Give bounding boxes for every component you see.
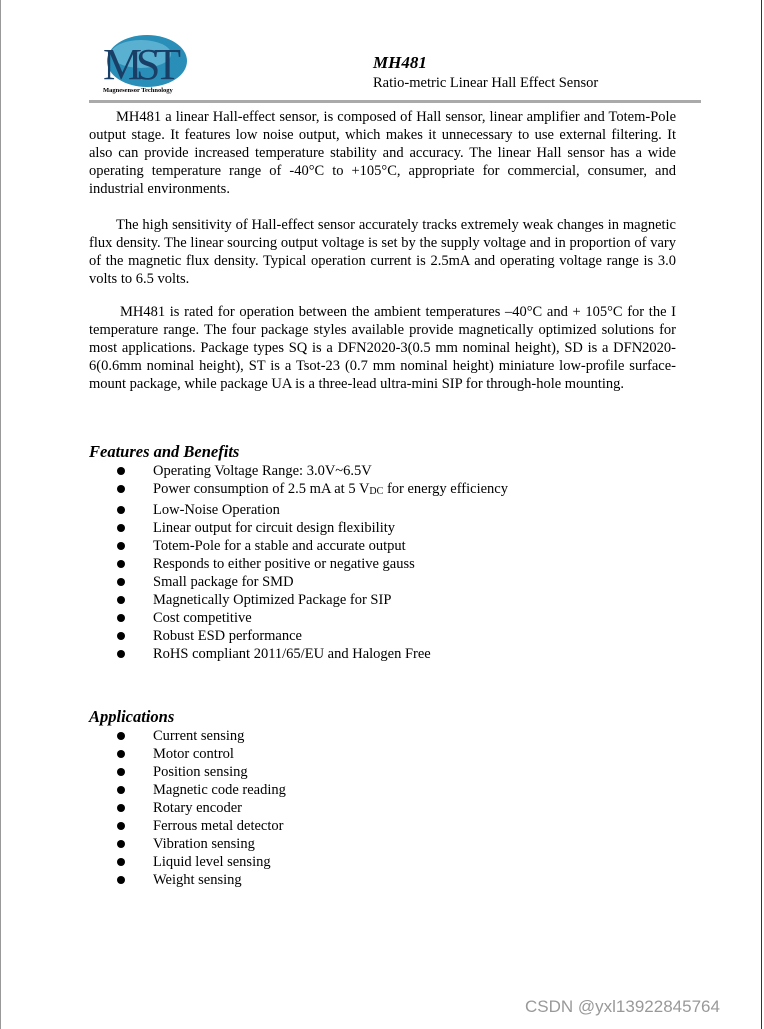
svg-text:MST: MST [103, 40, 181, 89]
list-item: Small package for SMD [89, 573, 508, 591]
list-item: Low-Noise Operation [89, 501, 508, 519]
list-item: Magnetically Optimized Package for SIP [89, 591, 508, 609]
list-item: Vibration sensing [89, 835, 286, 853]
mst-logo [97, 34, 189, 96]
list-item: Power consumption of 2.5 mA at 5 $V_{DC}$ for energy efficiency [89, 480, 508, 501]
list-item: Totem-Pole for a stable and accurate output [89, 537, 508, 555]
list-item: Ferrous metal detector [89, 817, 286, 835]
list-item: Responds to either positive or negative gauss [89, 555, 508, 573]
list-item: Liquid level sensing [89, 853, 286, 871]
list-item: Magnetic code reading [89, 781, 286, 799]
list-item: Operating Voltage Range: 3.0V~6.5V [89, 462, 508, 480]
list-item: Position sensing [89, 763, 286, 781]
intro-paragraph: MH481 a linear Hall-effect sensor, is composed of Hall sensor, linear amplifier and Totem-Pole output stage. It features low noise output, which makes it unnecessary to use external filtering. It also can provide increased temperature stability and accuracy. The linear Hall sensor has a wide operating temperature range of -40°C to +105°C, appropriate for commercial, consumer, and industrial environments. [89, 109, 676, 197]
features-list [89, 462, 508, 663]
list-item: Rotary encoder [89, 799, 286, 817]
list-item: Robust ESD performance [89, 627, 508, 645]
list-item: Linear output for circuit design flexibility [89, 519, 508, 537]
list-item: RoHS compliant 2011/65/EU and Halogen Free [89, 645, 508, 663]
doc-title: MH481 [373, 53, 427, 72]
sensitivity-paragraph: The high sensitivity of Hall-effect sensor accurately tracks extremely weak changes in magnetic flux density. The linear sourcing output voltage is set by the supply voltage and in proportion of vary of the magnetic flux density. Typical operation current is 2.5mA and operating voltage range is 3.0 volts to 6.5 volts. [89, 217, 676, 287]
package-paragraph: MH481 is rated for operation between the ambient temperatures –40°C and + 105°C for the I temperature range. The four package styles available provide magnetically optimized solutions for most applications. Package types SQ is a DFN2020-3(0.5 mm nominal height), SD is a DFN2020-6(0.6mm nominal height), ST is a Tsot-23 (0.7 mm nominal height) miniature low-profile surface-mount package, while package UA is a three-lead ultra-mini SIP for through-hole mounting. [89, 304, 676, 392]
features-heading: Features and Benefits [89, 442, 240, 461]
doc-subtitle: Ratio-metric Linear Hall Effect Sensor [373, 75, 599, 91]
header-rule [89, 100, 701, 103]
svg-text:Magnesensor Technology: Magnesensor Technology [103, 87, 173, 94]
applications-heading: Applications [89, 707, 175, 726]
list-item: Cost competitive [89, 609, 508, 627]
list-item: Current sensing [89, 727, 286, 745]
list-item: Motor control [89, 745, 286, 763]
watermark: CSDN @yxl13922845764 [525, 997, 720, 1016]
applications-list [89, 727, 286, 889]
list-item: Weight sensing [89, 871, 286, 889]
